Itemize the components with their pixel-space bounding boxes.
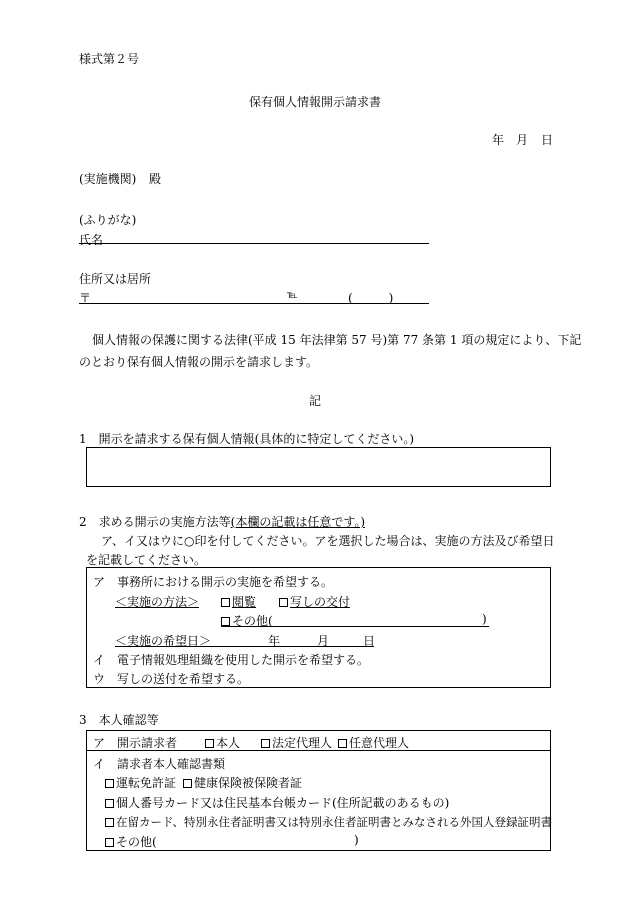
name-label: 氏名 — [79, 233, 104, 247]
other-method-underline[interactable] — [221, 626, 489, 627]
option-other-method[interactable]: その他( — [221, 612, 273, 629]
intro-line2: のとおり保有個人情報の開示を請求します。 — [79, 355, 319, 369]
date-day: 日 — [541, 133, 554, 147]
doc-license[interactable]: 運転免許証 — [105, 774, 176, 791]
option-legal-agent[interactable]: 法定代理人 — [261, 734, 332, 751]
option-b[interactable]: イ 電子情報処理組織を使用した開示を希望する。 — [93, 653, 370, 667]
doc-other-close: ) — [354, 833, 359, 847]
section1-label: 1 開示を請求する保有個人情報(具体的に特定してください。) — [79, 432, 415, 446]
option-voluntary-agent[interactable]: 任意代理人 — [338, 734, 409, 751]
view-checkbox[interactable] — [221, 598, 230, 607]
furigana-label: (ふりがな) — [79, 213, 137, 227]
method-label: ＜実施の方法＞ — [115, 595, 200, 609]
date-month: 月 — [516, 133, 529, 147]
mynumber-checkbox[interactable] — [105, 799, 114, 808]
residence-checkbox[interactable] — [105, 818, 114, 827]
address-underline[interactable] — [79, 303, 429, 304]
other-method-close: ) — [482, 612, 487, 626]
section2-label: 2 求める開示の実施方法等(本欄の記載は任意です。) — [79, 515, 366, 529]
other-doc-checkbox[interactable] — [105, 838, 114, 847]
section3-divider — [87, 750, 550, 751]
date-year: 年 — [492, 133, 505, 147]
section2-optional-note: (本欄の記載は任意です。) — [230, 515, 366, 529]
doc-insurance[interactable]: 健康保険被保険者証 — [183, 774, 302, 791]
section2-instruction2: を記載してください。 — [86, 553, 207, 567]
tel-parens: ( ) — [348, 291, 394, 305]
id-docs-label: イ 請求者本人確認書類 — [93, 757, 226, 771]
intro-line1: 個人情報の保護に関する法律(平成 15 年法律第 57 号)第 77 条第 1 項の規定により、下記 — [92, 333, 582, 347]
legal-agent-checkbox[interactable] — [261, 739, 270, 748]
option-copy[interactable]: 写しの交付 — [279, 593, 350, 610]
form-number: 様式第２号 — [79, 52, 140, 66]
section2-box — [86, 567, 551, 688]
self-checkbox[interactable] — [205, 739, 214, 748]
option-c[interactable]: ウ 写しの送付を希望する。 — [93, 672, 250, 686]
insurance-checkbox[interactable] — [183, 779, 192, 788]
desired-year: 年 — [268, 634, 281, 648]
license-checkbox[interactable] — [105, 779, 114, 788]
doc-other[interactable]: その他( — [105, 833, 157, 850]
section3-box — [86, 730, 551, 851]
addressee-honorific: 殿 — [149, 172, 162, 186]
desired-day: 日 — [363, 634, 376, 648]
desired-month: 月 — [317, 634, 330, 648]
addressee-agency: (実施機関) — [79, 172, 137, 186]
section3-label: 3 本人確認等 — [79, 713, 159, 727]
requester-label: ア 開示請求者 — [93, 736, 178, 750]
copy-checkbox[interactable] — [279, 598, 288, 607]
ki-marker: 記 — [308, 394, 321, 408]
form-title: 保有個人情報開示請求書 — [248, 95, 381, 109]
doc-mynumber[interactable]: 個人番号カード又は住民基本台帳カード(住所記載のあるもの) — [105, 794, 449, 811]
other-method-checkbox[interactable] — [221, 617, 230, 626]
desired-date-label: ＜実施の希望日＞ — [115, 634, 212, 648]
option-self[interactable]: 本人 — [205, 734, 240, 751]
option-view[interactable]: 閲覧 — [221, 593, 256, 610]
doc-residence[interactable]: 在留カード、特別永住者証明書又は特別永住者証明書とみなされる外国人登録証明書 — [105, 814, 552, 830]
voluntary-agent-checkbox[interactable] — [338, 739, 347, 748]
address-label: 住所又は居所 — [79, 272, 152, 286]
name-underline[interactable] — [79, 243, 429, 244]
postal-mark: 〒 — [79, 291, 92, 305]
option-a[interactable]: ア 事務所における開示の実施を希望する。 — [93, 575, 334, 589]
desired-date-underline[interactable] — [115, 646, 374, 647]
tel-mark: ℡ — [287, 290, 298, 301]
section1-input-box[interactable] — [86, 447, 551, 487]
section2-instruction1: ア、イ又はウに○印を付してください。アを選択した場合は、実施の方法及び希望日 — [101, 534, 555, 548]
